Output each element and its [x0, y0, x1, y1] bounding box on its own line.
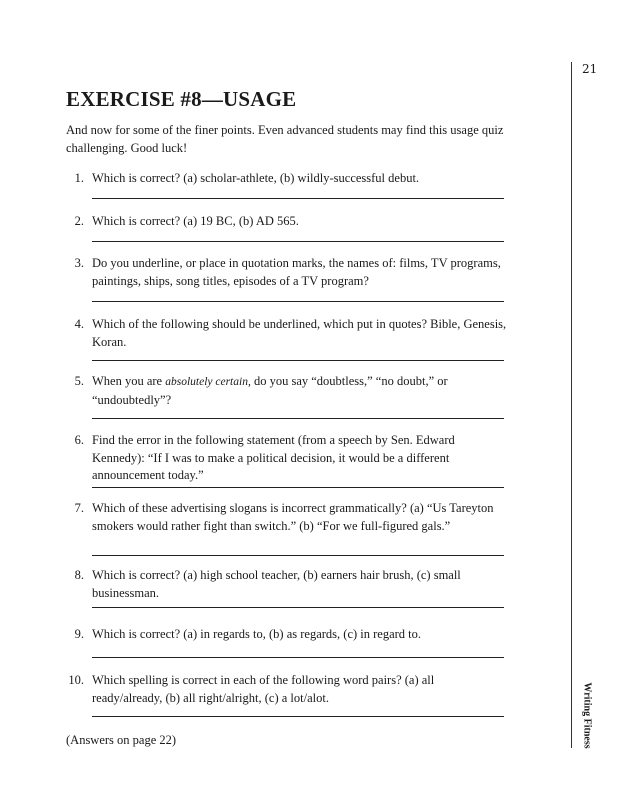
question-text-end: do you say “doubtless,” “no doubt,” or “undoubtedly”?: [92, 374, 448, 407]
question-text: [92, 373, 507, 409]
page-title: EXERCISE #8—USAGE: [66, 87, 297, 111]
question-text: Which spelling is correct in each of the following word pairs? (a) all ready/already, (b) all right/alright, (c) a lot/alot.: [92, 673, 435, 705]
question-number: 4.: [74, 317, 84, 331]
question-text: Find the error in the following statement (from a speech by Sen. Edward Kennedy): “If I was to make a political decision, it would be a different announcement today.”: [92, 433, 455, 482]
intro-text: And now for some of the finer points. Even advanced students may find this usage quiz challenging. Good luck!: [66, 123, 504, 155]
answer-line-5[interactable]: [92, 418, 504, 419]
question-text: Which of these advertising slogans is incorrect grammatically? (a) “Us Tareyton smokers would rather fight than switch.” (b) “For we full-figured gals.”: [92, 501, 494, 533]
question-number: 6.: [74, 433, 84, 447]
question-number: 2.: [74, 214, 84, 228]
question-text: Which is correct? (a) 19 BC, (b) AD 565.: [92, 214, 299, 228]
answers-reference: (Answers on page 22): [66, 733, 177, 747]
question-text: Which is correct? (a) scholar-athlete, (b) wildly-successful debut.: [92, 171, 420, 185]
question-text: Which is correct? (a) high school teacher, (b) earners hair brush, (c) small businessman.: [92, 568, 461, 600]
answer-line-9[interactable]: [92, 657, 504, 658]
answer-line-4[interactable]: [92, 360, 504, 361]
page-number: 21: [582, 62, 598, 76]
running-head: [579, 682, 595, 748]
answer-line-1[interactable]: [92, 198, 504, 199]
answer-line-10[interactable]: [92, 716, 504, 717]
running-head-text: Writing Fitness: [581, 681, 593, 749]
question-number: 5.: [74, 374, 84, 388]
question-number: 7.: [74, 501, 84, 515]
question-text-start: When you are: [92, 374, 166, 388]
margin-rule: [571, 62, 572, 748]
question-text: Do you underline, or place in quotation marks, the names of: films, TV programs, paintings, ships, song titles, episodes of a TV program?: [92, 256, 501, 288]
question-number: 10.: [68, 673, 84, 687]
answer-line-8[interactable]: [92, 607, 504, 608]
question-text: Which of the following should be underlined, which put in quotes? Bible, Genesis, Koran.: [92, 317, 507, 349]
question-text-emphasis: absolutely certain,: [165, 376, 251, 388]
question-number: 1.: [74, 171, 84, 185]
answer-line-6[interactable]: [92, 487, 504, 488]
answer-line-3[interactable]: [92, 301, 504, 302]
question-number: 9.: [74, 627, 84, 641]
answer-line-7[interactable]: [92, 555, 504, 556]
question-text: Which is correct? (a) in regards to, (b) as regards, (c) in regard to.: [92, 627, 422, 641]
question-number: 8.: [74, 568, 84, 582]
question-number: 3.: [74, 256, 84, 270]
answer-line-2[interactable]: [92, 241, 504, 242]
